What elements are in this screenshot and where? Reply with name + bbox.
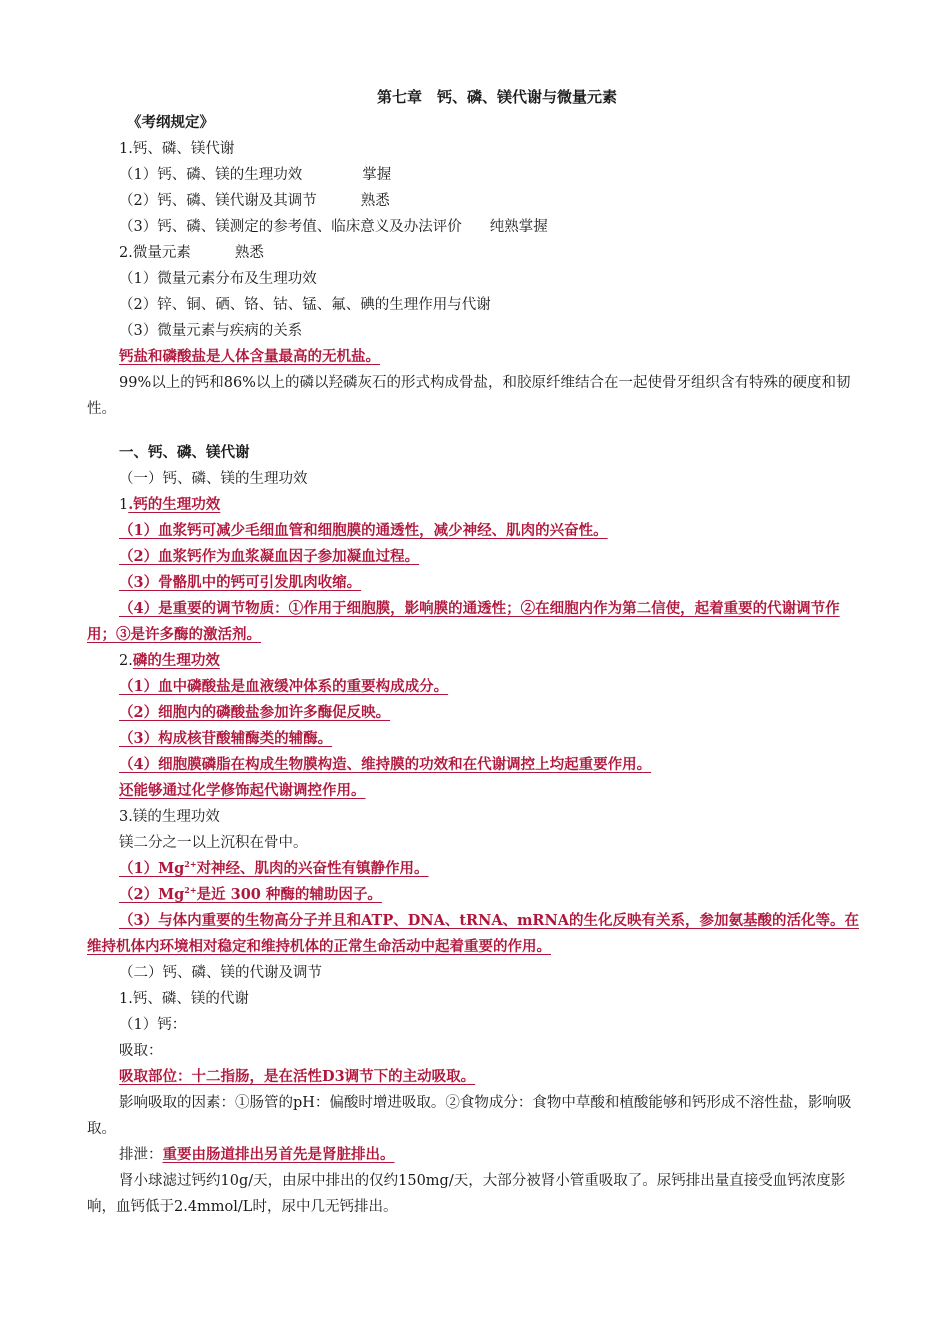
phosphorus-title: 磷的生理功效	[132, 652, 220, 669]
syllabus-item-1: 1.钙、磷、镁代谢	[119, 141, 235, 157]
absorption-site-line	[87, 1064, 867, 1090]
absorption-label: 吸取：	[119, 1043, 163, 1059]
kidney-paragraph: 肾小球滤过钙约10g/天，由尿中排出的仅约150mg/天，大部分被肾小管重吸取了。尿钙排出量直接受血钙浓度影响，血钙低于2.4mmol/L时，尿中几无钙排出。	[87, 1173, 846, 1215]
phosphorus-title-prefix: 2.	[119, 653, 133, 669]
calcium-title: .钙的生理功效	[128, 496, 221, 513]
excretion-label: 排泄：	[119, 1147, 163, 1163]
phosphorus-item-4: （4）细胞膜磷脂在构成生物膜构造、维持膜的功效和在代谢调控上均起重要作用。	[119, 756, 652, 773]
chapter-title: 第七章 钙、磷、镁代谢与微量元素	[376, 88, 617, 106]
syllabus-sub-4: （1）微量元素分布及生理功效	[119, 271, 317, 287]
magnesium-function-title: 3.镁的生理功效	[119, 809, 220, 825]
syllabus-heading: 《考纲规定》	[127, 114, 214, 131]
magnesium-item-2	[119, 886, 382, 903]
magnesium-item-1-a: （1）Mg	[119, 860, 185, 877]
syllabus-sub-2-label: （2）钙、磷、镁代谢及其调节	[119, 193, 317, 209]
metabolism-title: 1.钙、磷、镁的代谢	[119, 991, 249, 1007]
phosphorus-item-3: （3）构成核苷酸辅酶类的辅酶。	[119, 730, 333, 747]
phosphorus-item-2-line	[87, 700, 867, 726]
syllabus-sub-2	[87, 188, 867, 214]
syllabus-item-2-level: 熟悉	[234, 245, 264, 261]
phosphorus-function-title	[87, 648, 867, 674]
magnesium-item-1	[119, 860, 429, 877]
excretion-line	[87, 1142, 867, 1168]
intro-highlight-line	[87, 344, 867, 370]
calcium-function-title	[87, 492, 867, 518]
syllabus-sub-6: （3）微量元素与疾病的关系	[119, 323, 303, 339]
document-page	[87, 84, 867, 1220]
magnesium-item-2-line	[87, 882, 867, 908]
calcium-item-1: （1）血浆钙可减少毛细血管和细胞膜的通透性，减少神经、肌肉的兴奋性。	[119, 522, 608, 539]
magnesium-item-2-sup: 2+	[184, 885, 197, 896]
phosphorus-item-5: 还能够通过化学修饰起代谢调控作用。	[119, 782, 366, 799]
excretion-text: 重要由肠道排出另首先是肾脏排出。	[162, 1146, 395, 1163]
section-1-sub-b: （二）钙、磷、镁的代谢及调节	[119, 965, 322, 981]
magnesium-item-2-a: （2）Mg	[119, 886, 185, 903]
absorption-factors: 影响吸取的因素：①肠管的pH：偏酸时增进吸取。②食物成分：食物中草酸和植酸能够和钙形成不溶性盐，影响吸取。	[87, 1095, 852, 1137]
phosphorus-item-1: （1）血中磷酸盐是血液缓冲体系的重要构成成分。	[119, 678, 449, 695]
magnesium-item-2-b: 是近 300 种酶的辅助因子。	[196, 886, 382, 903]
spacer	[87, 422, 867, 440]
calcium-item-3-line	[87, 570, 867, 596]
phosphorus-item-1-line	[87, 674, 867, 700]
syllabus-sub-3	[87, 214, 867, 240]
magnesium-item-3: （3）与体内重要的生物高分子并且和ATP、DNA、tRNA、mRNA的生化反映有关系，参加氨基酸的活化等。在维持机体内环境相对稳定和维持机体的正常生命活动中起着重要的作用。	[87, 912, 859, 955]
section-1-heading: 一、钙、磷、镁代谢	[119, 444, 250, 461]
phosphorus-item-2: （2）细胞内的磷酸盐参加许多酶促反映。	[119, 704, 391, 721]
phosphorus-item-4-line	[87, 752, 867, 778]
calcium-item-2-line	[87, 544, 867, 570]
phosphorus-item-5-line	[87, 778, 867, 804]
calcium-item-1-line	[87, 518, 867, 544]
syllabus-sub-2-level: 熟悉	[360, 193, 390, 209]
syllabus-sub-3-label: （3）钙、磷、镁测定的参考值、临床意义及办法评价	[119, 219, 462, 235]
syllabus-sub-3-level: 纯熟掌握	[489, 219, 548, 235]
intro-paragraph: 99%以上的钙和86%以上的磷以羟磷灰石的形式构成骨盐，和胶原纤维结合在一起使骨牙组织含有特殊的硬度和韧性。	[87, 375, 851, 417]
phosphorus-item-3-line	[87, 726, 867, 752]
calcium-label: （1）钙：	[119, 1017, 187, 1033]
calcium-item-2: （2）血浆钙作为血浆凝血因子参加凝血过程。	[119, 548, 420, 565]
magnesium-item-1-line	[87, 856, 867, 882]
magnesium-intro: 镁二分之一以上沉积在骨中。	[119, 835, 308, 851]
magnesium-item-1-sup: 2+	[184, 859, 197, 870]
calcium-item-4: （4）是重要的调节物质：①作用于细胞膜，影响膜的通透性；②在细胞内作为第二信使，起着重要的代谢调节作用；③是许多酶的激活剂。	[87, 600, 840, 643]
syllabus-sub-1-level: 掌握	[362, 167, 392, 183]
syllabus-sub-1	[87, 162, 867, 188]
magnesium-item-1-b: 对神经、肌肉的兴奋性有镇静作用。	[196, 860, 429, 877]
syllabus-item-2	[87, 240, 867, 266]
syllabus-sub-1-label: （1）钙、磷、镁的生理功效	[119, 167, 303, 183]
syllabus-sub-5: （2）锌、铜、硒、铬、钴、锰、氟、碘的生理作用与代谢	[119, 297, 491, 313]
absorption-site: 吸取部位：十二指肠，是在活性D3调节下的主动吸取。	[119, 1068, 476, 1085]
calcium-title-prefix: 1	[119, 497, 129, 513]
syllabus-item-2-label: 2.微量元素	[119, 245, 191, 261]
intro-highlight: 钙盐和磷酸盐是人体含量最高的无机盐。	[119, 348, 380, 365]
calcium-item-3: （3）骨骼肌中的钙可引发肌肉收缩。	[119, 574, 362, 591]
section-1-sub-a: （一）钙、磷、镁的生理功效	[119, 471, 308, 487]
